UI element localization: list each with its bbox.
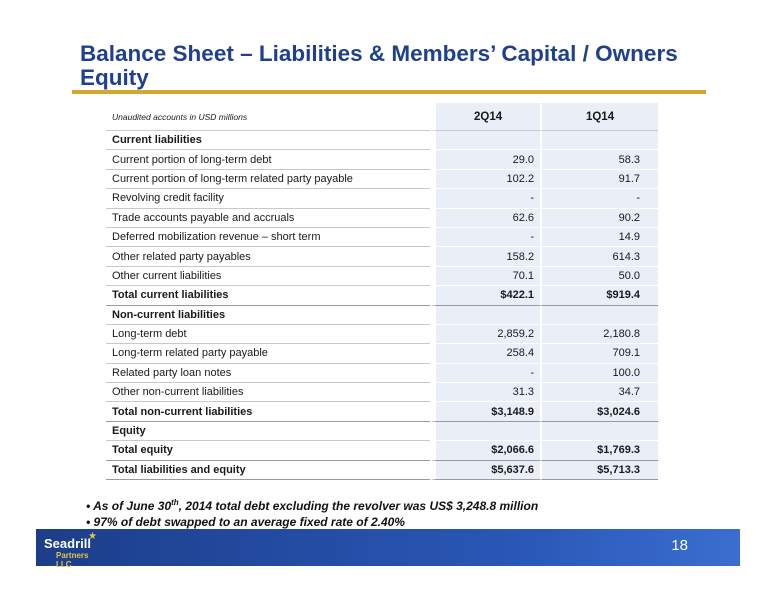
footnote-swap-rate: • 97% of debt swapped to an average fixed rate of 2.40% bbox=[86, 515, 405, 529]
row-label: Long-term related party payable bbox=[106, 344, 430, 363]
row-label: Current portion of long-term debt bbox=[106, 150, 430, 169]
row-label: Long-term debt bbox=[106, 325, 430, 344]
value-2q14: $5,637.6 bbox=[430, 461, 540, 480]
table-row bbox=[106, 189, 658, 208]
row-label: Other current liabilities bbox=[106, 267, 430, 286]
footer-bar bbox=[36, 529, 740, 569]
row-label: Non-current liabilities bbox=[106, 306, 430, 325]
footnote-total-debt bbox=[86, 495, 538, 514]
value-1q14: 709.1 bbox=[540, 344, 658, 363]
footnote-1-prefix: • As of June 30 bbox=[86, 499, 172, 513]
row-label: Total liabilities and equity bbox=[106, 461, 430, 480]
value-2q14: 158.2 bbox=[430, 247, 540, 266]
value-2q14: 31.3 bbox=[430, 383, 540, 402]
table-unit-note: Unaudited accounts in USD millions bbox=[106, 103, 430, 131]
value-1q14: 58.3 bbox=[540, 150, 658, 169]
value-1q14: $1,769.3 bbox=[540, 441, 658, 460]
table-row bbox=[106, 267, 658, 286]
footnote-1-sup: th bbox=[171, 498, 179, 507]
row-label: Deferred mobilization revenue – short term bbox=[106, 228, 430, 247]
value-2q14: 2,859.2 bbox=[430, 325, 540, 344]
value-1q14 bbox=[540, 422, 658, 441]
value-2q14: 102.2 bbox=[430, 170, 540, 189]
value-2q14: $2,066.6 bbox=[430, 441, 540, 460]
section-header-row bbox=[106, 131, 658, 150]
column-header-1q14: 1Q14 bbox=[540, 103, 658, 131]
table-row bbox=[106, 344, 658, 363]
page-title: Balance Sheet – Liabilities & Members’ Capital / Owners Equity bbox=[80, 41, 678, 90]
value-1q14: $3,024.6 bbox=[540, 402, 658, 421]
value-2q14: 70.1 bbox=[430, 267, 540, 286]
row-label: Total equity bbox=[106, 441, 430, 460]
total-row bbox=[106, 461, 658, 480]
value-1q14 bbox=[540, 306, 658, 325]
value-1q14: 614.3 bbox=[540, 247, 658, 266]
row-label: Current liabilities bbox=[106, 131, 430, 150]
value-2q14: 62.6 bbox=[430, 209, 540, 228]
value-2q14: 29.0 bbox=[430, 150, 540, 169]
row-label: Other non-current liabilities bbox=[106, 383, 430, 402]
row-label: Current portion of long-term related party payable bbox=[106, 170, 430, 189]
seadrill-logo bbox=[44, 531, 104, 569]
row-label: Equity bbox=[106, 422, 430, 441]
value-1q14: $919.4 bbox=[540, 286, 658, 305]
total-row bbox=[106, 402, 658, 421]
value-1q14: 91.7 bbox=[540, 170, 658, 189]
section-header-row bbox=[106, 422, 658, 441]
table-row bbox=[106, 228, 658, 247]
table-row bbox=[106, 364, 658, 383]
row-label: Total non-current liabilities bbox=[106, 402, 430, 421]
value-2q14: - bbox=[430, 228, 540, 247]
value-1q14: 34.7 bbox=[540, 383, 658, 402]
row-label: Revolving credit facility bbox=[106, 189, 430, 208]
row-label: Trade accounts payable and accruals bbox=[106, 209, 430, 228]
value-1q14: 14.9 bbox=[540, 228, 658, 247]
title-divider bbox=[72, 90, 706, 94]
balance-sheet-table bbox=[106, 103, 658, 480]
value-2q14 bbox=[430, 422, 540, 441]
value-2q14: - bbox=[430, 189, 540, 208]
value-1q14: 2,180.8 bbox=[540, 325, 658, 344]
footnote-1-suffix: , 2014 total debt excluding the revolver was US$ 3,248.8 million bbox=[178, 499, 539, 513]
value-2q14: - bbox=[430, 364, 540, 383]
value-2q14: $422.1 bbox=[430, 286, 540, 305]
total-row bbox=[106, 441, 658, 460]
footnotes bbox=[86, 495, 538, 530]
value-2q14: 258.4 bbox=[430, 344, 540, 363]
section-header-row bbox=[106, 306, 658, 325]
value-1q14 bbox=[540, 131, 658, 150]
table-row bbox=[106, 170, 658, 189]
logo-wordmark: Seadrill bbox=[44, 536, 91, 551]
row-label: Related party loan notes bbox=[106, 364, 430, 383]
table-header-row bbox=[106, 103, 658, 131]
logo-subtitle: Partners LLC bbox=[56, 551, 89, 569]
total-row bbox=[106, 286, 658, 305]
table-row bbox=[106, 325, 658, 344]
row-label: Other related party payables bbox=[106, 247, 430, 266]
column-header-2q14: 2Q14 bbox=[430, 103, 540, 131]
table-row bbox=[106, 247, 658, 266]
value-1q14: $5,713.3 bbox=[540, 461, 658, 480]
table-row bbox=[106, 209, 658, 228]
row-label: Total current liabilities bbox=[106, 286, 430, 305]
value-2q14: $3,148.9 bbox=[430, 402, 540, 421]
table-row bbox=[106, 150, 658, 169]
star-icon: ★ bbox=[88, 531, 97, 542]
value-1q14: 90.2 bbox=[540, 209, 658, 228]
value-2q14 bbox=[430, 131, 540, 150]
value-1q14: - bbox=[540, 189, 658, 208]
table-row bbox=[106, 383, 658, 402]
page-number: 18 bbox=[671, 537, 688, 554]
value-1q14: 100.0 bbox=[540, 364, 658, 383]
value-1q14: 50.0 bbox=[540, 267, 658, 286]
value-2q14 bbox=[430, 306, 540, 325]
